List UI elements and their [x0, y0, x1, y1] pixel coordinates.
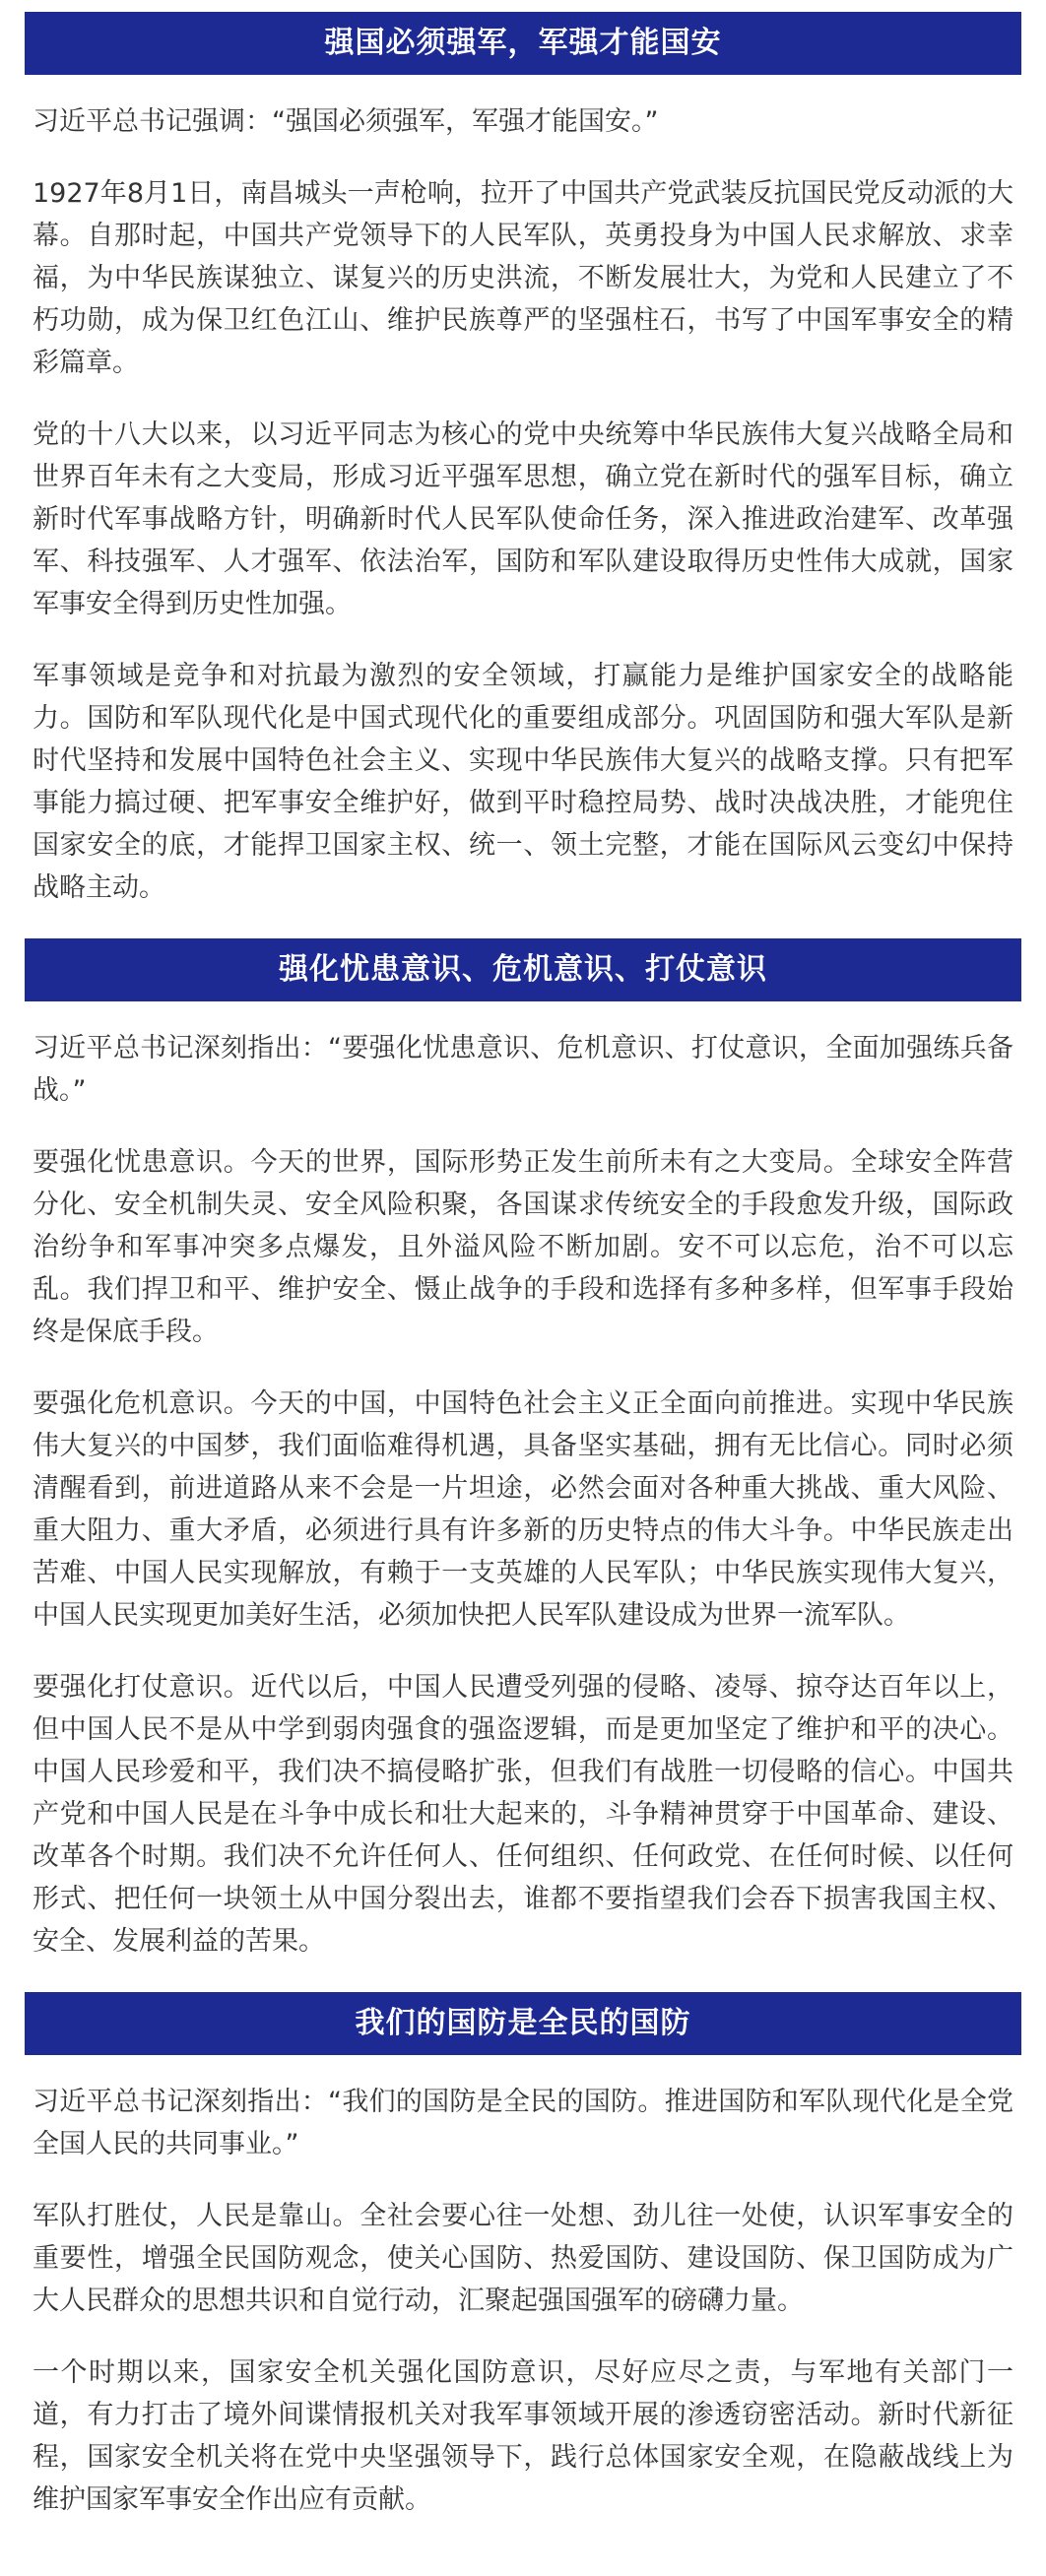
- section-military-power: [25, 12, 1021, 909]
- paragraph: 习近平总书记强调：“强国必须强军，军强才能国安。”: [33, 106, 659, 137]
- paragraph: 习近平总书记深刻指出：“我们的国防是全民的国防。推进国防和军队现代化是全党全国人民的共同事业。”: [33, 2087, 1013, 2159]
- paragraph: 要强化打仗意识。近代以后，中国人民遭受列强的侵略、凌辱、掠夺达百年以上，但中国人民不是从中学到弱肉强食的强盗逻辑，而是更加坚定了维护和平的决心。中国人民珍爱和平，我们决不搞侵略扩张，但我们有战胜一切侵略的信心。中国共产党和中国人民是在斗争中成长和壮大起来的，斗争精神贯穿于中国革命、建设、改革各个时期。我们决不允许任何人、任何组织、任何政党、在任何时候、以任何形式、把任何一块领土从中国分裂出去，谁都不要指望我们会吞下损害我国主权、安全、发展利益的苦果。: [33, 1672, 1013, 1957]
- paragraph: 军事领域是竞争和对抗最为激烈的安全领域，打赢能力是维护国家安全的战略能力。国防和军队现代化是中国式现代化的重要组成部分。巩固国防和强大军队是新时代坚持和发展中国特色社会主义、实现中华民族伟大复兴的战略支撑。只有把军事能力搞过硬、把军事安全维护好，做到平时稳控局势、战时决战决胜，才能兜住国家安全的底，才能捍卫国家主权、统一、领土完整，才能在国际风云变幻中保持战略主动。: [33, 661, 1013, 903]
- paragraph: 1927年8月1日，南昌城头一声枪响，拉开了中国共产党武装反抗国民党反动派的大幕。自那时起，中国共产党领导下的人民军队，英勇投身为中国人民求解放、求幸福，为中华民族谋独立、谋复兴的历史洪流，不断发展壮大，为党和人民建立了不朽功勋，成为保卫红色江山、维护民族尊严的坚强柱石，书写了中国军事安全的精彩篇章。: [33, 178, 1013, 378]
- section-awareness: [25, 938, 1021, 1963]
- section-title: 强化忧患意识、危机意识、打仗意识: [25, 938, 1021, 1001]
- paragraph: 党的十八大以来，以习近平同志为核心的党中央统筹中华民族伟大复兴战略全局和世界百年未有之大变局，形成习近平强军思想，确立党在新时代的强军目标，确立新时代军事战略方针，明确新时代人民军队使命任务，深入推进政治建军、改革强军、科技强军、人才强军、依法治军，国防和军队建设取得历史性伟大成就，国家军事安全得到历史性加强。: [33, 419, 1013, 619]
- paragraph: 军队打胜仗，人民是靠山。全社会要心往一处想、劲儿往一处使，认识军事安全的重要性，增强全民国防观念，使关心国防、热爱国防、建设国防、保卫国防成为广大人民群众的思想共识和自觉行动，汇聚起强国强军的磅礴力量。: [33, 2201, 1013, 2316]
- paragraph: 一个时期以来，国家安全机关强化国防意识，尽好应尽之责，与军地有关部门一道，有力打击了境外间谍情报机关对我军事领域开展的渗透窃密活动。新时代新征程，国家安全机关将在党中央坚强领导下，践行总体国家安全观，在隐蔽战线上为维护国家军事安全作出应有贡献。: [33, 2357, 1013, 2515]
- paragraph: 习近平总书记深刻指出：“要强化忧患意识、危机意识、打仗意识，全面加强练兵备战。”: [33, 1033, 1013, 1106]
- section-title: 我们的国防是全民的国防: [25, 1992, 1021, 2055]
- paragraph: 要强化危机意识。今天的中国，中国特色社会主义正全面向前推进。实现中华民族伟大复兴的中国梦，我们面临难得机遇，具备坚实基础，拥有无比信心。同时必须清醒看到，前进道路从来不会是一片坦途，必然会面对各种重大挑战、重大风险、重大阻力、重大矛盾，必须进行具有许多新的历史特点的伟大斗争。中华民族走出苦难、中国人民实现解放，有赖于一支英雄的人民军队；中华民族实现伟大复兴，中国人民实现更加美好生活，必须加快把人民军队建设成为世界一流军队。: [33, 1388, 1013, 1631]
- section-national-defense: [25, 1992, 1021, 2521]
- paragraph: 要强化忧患意识。今天的世界，国际形势正发生前所未有之大变局。全球安全阵营分化、安全机制失灵、安全风险积聚，各国谋求传统安全的手段愈发升级，国际政治纷争和军事冲突多点爆发，且外溢风险不断加剧。安不可以忘危，治不可以忘乱。我们捍卫和平、维护安全、慑止战争的手段和选择有多种多样，但军事手段始终是保底手段。: [33, 1147, 1013, 1347]
- section-title: 强国必须强军，军强才能国安: [25, 12, 1021, 75]
